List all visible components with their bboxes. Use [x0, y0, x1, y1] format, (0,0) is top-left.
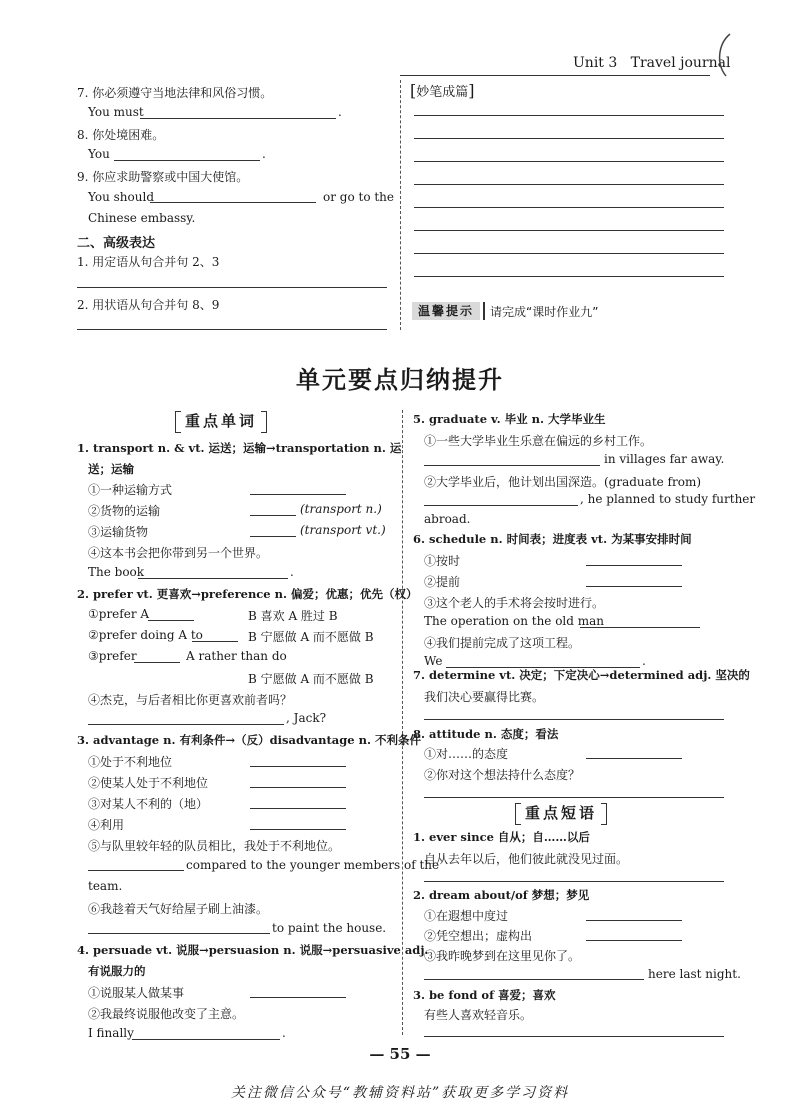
q8-blank[interactable] — [114, 160, 260, 161]
w6-s3: ③这个老人的手术将会按时进行。 — [424, 596, 605, 610]
w3-s2: ②使某人处于不利地位 — [88, 776, 209, 790]
advanced-blank-1[interactable] — [77, 287, 387, 288]
writing-line[interactable] — [414, 138, 724, 139]
q8-en: You — [88, 147, 110, 161]
w3-s5-en: compared to the younger members of the — [186, 858, 440, 872]
p1-title: 1. ever since 自从；自……以后 — [413, 830, 590, 844]
w3-s6: ⑥我趁着天气好给屋子刷上油漆。 — [88, 902, 269, 916]
vocab-heading-label: 重点单词 — [185, 412, 258, 430]
writing-line[interactable] — [414, 207, 724, 208]
w7-s1-blank[interactable] — [424, 719, 724, 720]
section-title: 单元要点归纳提升 — [296, 366, 504, 394]
q9-en: You should — [88, 190, 155, 204]
w4-s2-en: I finally — [88, 1026, 134, 1040]
w2-s3-blank[interactable] — [134, 662, 180, 663]
w4-s1-blank[interactable] — [250, 997, 346, 998]
q7-en: You must — [88, 105, 144, 119]
w5-s2-en: , he planned to study further — [580, 492, 756, 506]
p2-title: 2. dream about/of 梦想；梦见 — [413, 888, 590, 902]
w6-s2: ②提前 — [424, 575, 461, 589]
w5-s1: ①一些大学毕业生乐意在偏远的乡村工作。 — [424, 434, 653, 448]
writing-line[interactable] — [414, 230, 724, 231]
unit-title: Travel journal — [630, 55, 731, 71]
q9-cont: Chinese embassy. — [88, 211, 196, 225]
w5-title: 5. graduate v. 毕业 n. 大学毕业生 — [413, 412, 606, 426]
w2-s3c: B 宁愿做 A 而不愿做 B — [248, 672, 374, 686]
w1-s3-blank[interactable] — [250, 536, 296, 537]
w4-title: 4. persuade vt. 说服→persuasion n. 说服→persuasive adj. — [77, 943, 429, 957]
w2-s2-blank[interactable] — [192, 641, 238, 642]
tip-text: 请完成“课时作业九” — [490, 305, 599, 319]
w6-s1: ①按时 — [424, 554, 461, 568]
w2-s1b: B 喜欢 A 胜过 B — [248, 609, 338, 623]
w2-s2b: B 宁愿做 A 而不愿做 B — [248, 630, 374, 644]
writing-line[interactable] — [414, 184, 724, 185]
p2-s3-en: here last night. — [648, 967, 741, 981]
w8-s1-blank[interactable] — [586, 758, 682, 759]
w6-s4: ④我们提前完成了这项工程。 — [424, 636, 581, 650]
advanced-item-2: 2. 用状语从句合并句 8、9 — [77, 298, 220, 312]
w3-s6-en: to paint the house. — [272, 921, 387, 935]
q8-end: . — [262, 147, 266, 161]
writing-heading-label: 妙笔成篇 — [416, 85, 469, 100]
w6-s3-blank[interactable] — [580, 627, 700, 628]
advanced-item-1: 1. 用定语从句合并句 2、3 — [77, 255, 220, 269]
w1-s4-en: The book — [88, 565, 145, 579]
w5-s2-blank[interactable] — [424, 505, 578, 506]
w3-s1-blank[interactable] — [250, 766, 346, 767]
w3-s3-blank[interactable] — [250, 808, 346, 809]
w2-title: 2. prefer vt. 更喜欢→preference n. 偏爱；优惠；优先（权） — [77, 587, 418, 601]
w3-s4-blank[interactable] — [250, 829, 346, 830]
w1-s4-end: . — [290, 565, 294, 579]
p3-s1: 有些人喜欢轻音乐。 — [424, 1008, 533, 1022]
phrases-heading — [515, 802, 607, 825]
w3-s3: ③对某人不利的（地） — [88, 797, 209, 811]
w3-s4: ④利用 — [88, 818, 125, 832]
p2-s3: ③我昨晚梦到在这里见你了。 — [424, 949, 581, 963]
w3-s6-blank[interactable] — [88, 933, 270, 934]
w5-s2: ②大学毕业后，他计划出国深造。(graduate from) — [424, 475, 702, 489]
w7-title: 7. determine vt. 决定；下定决心→determined adj. 坚决的 — [413, 668, 750, 682]
w1-s1: ①一种运输方式 — [88, 483, 173, 497]
writing-line[interactable] — [414, 115, 724, 116]
w2-s1-blank[interactable] — [148, 620, 194, 621]
w2-s1a: ①prefer A — [88, 607, 150, 621]
w4-s2: ②我最终说服他改变了主意。 — [88, 1007, 245, 1021]
q9-mid: or go to the — [323, 190, 395, 204]
unit-label: Unit 3 — [573, 55, 618, 71]
w2-s2a: ②prefer doing A to — [88, 628, 203, 642]
footer-note: 关注微信公众号“教辅资料站”获取更多学习资料 — [230, 1085, 570, 1101]
w2-s3b: A rather than do — [186, 649, 287, 663]
w5-s2-cont: abroad. — [424, 512, 471, 526]
p3-s1-blank[interactable] — [424, 1036, 724, 1037]
w4-s2-end: . — [282, 1026, 286, 1040]
w3-s2-blank[interactable] — [250, 787, 346, 788]
w6-s4-end: . — [642, 654, 646, 668]
w1-s2-hint: (transport n.) — [300, 502, 382, 516]
w1-title-2: 送；运输 — [88, 462, 134, 476]
phrases-heading-label: 重点短语 — [525, 804, 598, 822]
p1-s1: 自从去年以后，他们彼此就没见过面。 — [424, 852, 629, 866]
w2-s4-blank[interactable] — [88, 724, 284, 725]
w1-s4: ④这本书会把你带到另一个世界。 — [88, 546, 269, 560]
w8-s2-blank[interactable] — [424, 797, 724, 798]
w7-s1: 我们决心要赢得比赛。 — [424, 690, 545, 704]
w3-title: 3. advantage n. 有利条件→（反）disadvantage n. 不利条件 — [77, 733, 421, 747]
p2-s1: ①在遐想中度过 — [424, 909, 509, 923]
tip-label: 温馨提示 — [412, 302, 480, 320]
writing-line[interactable] — [414, 253, 724, 254]
w1-s3: ③运输货物 — [88, 525, 149, 539]
column-separator-top — [400, 80, 401, 330]
q9-blank[interactable] — [150, 202, 316, 203]
w1-title: 1. transport n. & vt. 运送；运输→transportation n. 运 — [77, 441, 402, 455]
w6-s2-blank[interactable] — [586, 586, 682, 587]
tip-divider — [483, 302, 485, 320]
w8-s2: ②你对这个想法持什么态度？ — [424, 768, 581, 782]
p2-s2-blank[interactable] — [586, 940, 682, 941]
header-rule — [400, 75, 710, 76]
w8-title: 8. attitude n. 态度；看法 — [413, 727, 559, 741]
page-header — [573, 55, 730, 71]
p1-s1-blank[interactable] — [424, 881, 724, 882]
vocab-heading — [175, 410, 267, 433]
page-number: — 55 — — [369, 1045, 431, 1063]
w3-s5-cont: team. — [88, 879, 123, 893]
w4-s1: ①说服某人做某事 — [88, 986, 185, 1000]
writing-line[interactable] — [414, 161, 724, 162]
w2-s4: ④杰克，与后者相比你更喜欢前者吗？ — [88, 693, 293, 707]
q8-cn: 8. 你处境困难。 — [77, 128, 165, 142]
w6-title: 6. schedule n. 时间表；进度表 vt. 为某事安排时间 — [413, 532, 692, 546]
w4-title-2: 有说服力的 — [88, 964, 146, 978]
w6-s3-en: The operation on the old man — [424, 614, 605, 628]
p2-s3-blank[interactable] — [424, 979, 644, 980]
w2-s3a: ③prefer — [88, 649, 137, 663]
advanced-heading: 二、高级表达 — [77, 236, 156, 251]
w5-s1-blank[interactable] — [424, 465, 600, 466]
q9-cn: 9. 你应求助警察或中国大使馆。 — [77, 170, 249, 184]
w5-s1-en: in villages far away. — [604, 452, 725, 466]
w1-s3-hint: (transport vt.) — [300, 523, 386, 537]
q7-blank[interactable] — [140, 118, 336, 119]
advanced-blank-2[interactable] — [77, 329, 387, 330]
w3-s5-blank[interactable] — [88, 870, 184, 871]
w1-s2-blank[interactable] — [250, 515, 296, 516]
w1-s1-blank[interactable] — [250, 494, 346, 495]
w2-s4-en: , Jack? — [286, 711, 327, 725]
w3-s1: ①处于不利地位 — [88, 755, 173, 769]
w1-s4-blank[interactable] — [138, 578, 288, 579]
w3-s5: ⑤与队里较年轻的队员相比，我处于不利地位。 — [88, 839, 341, 853]
w6-s1-blank[interactable] — [586, 565, 682, 566]
w6-s4-en: We — [424, 654, 443, 668]
p2-s2: ②凭空想出；虚构出 — [424, 929, 533, 943]
w8-s1: ①对……的态度 — [424, 747, 509, 761]
writing-line[interactable] — [414, 276, 724, 277]
w4-s2-blank[interactable] — [132, 1039, 280, 1040]
p2-s1-blank[interactable] — [586, 920, 682, 921]
q7-end: . — [338, 105, 342, 119]
w1-s2: ②货物的运输 — [88, 504, 161, 518]
header-curl-icon — [708, 30, 738, 80]
p3-title: 3. be fond of 喜爱；喜欢 — [413, 988, 556, 1002]
writing-heading: [妙笔成篇] — [410, 81, 475, 100]
q7-cn: 7. 你必须遵守当地法律和风俗习惯。 — [77, 86, 273, 100]
